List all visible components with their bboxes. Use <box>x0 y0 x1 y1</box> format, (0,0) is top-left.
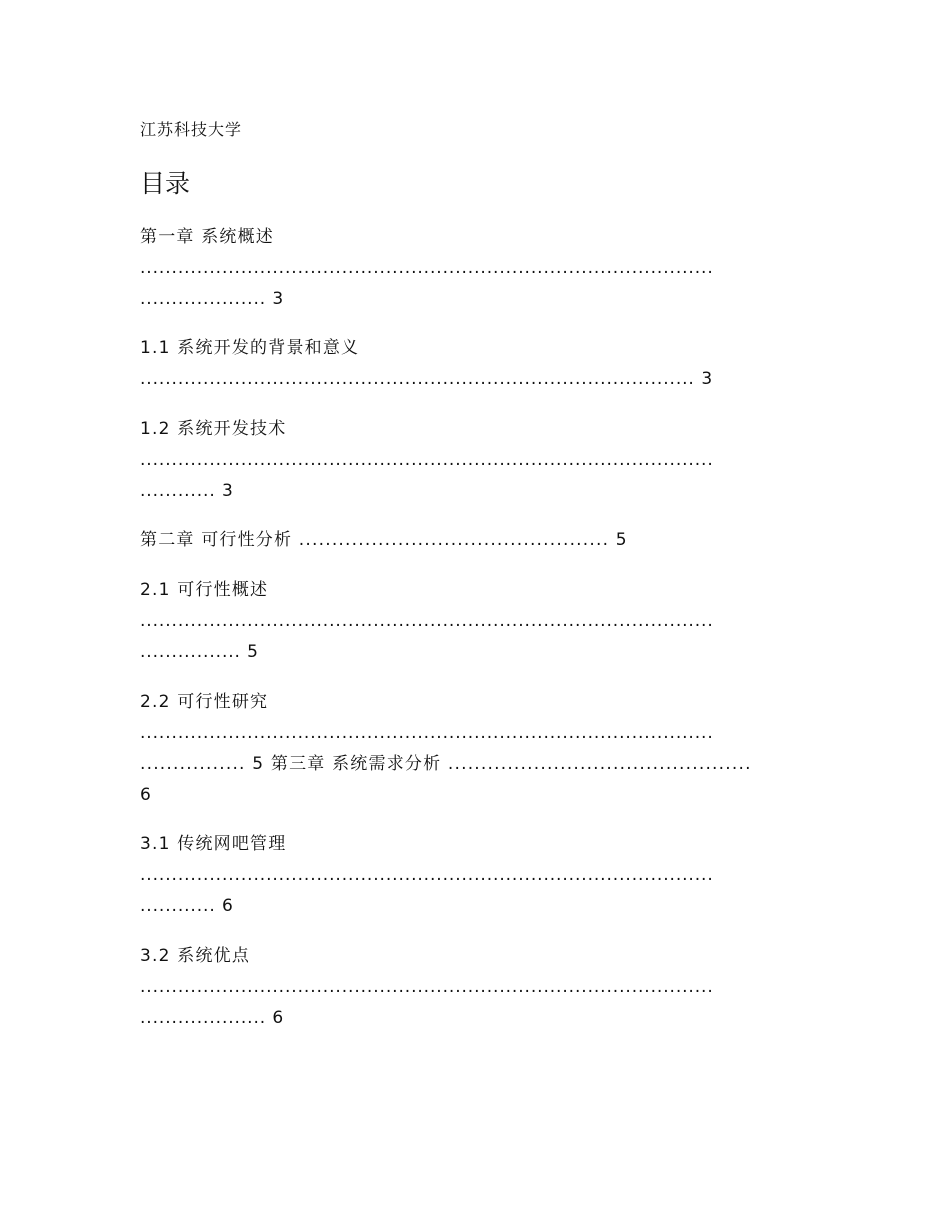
toc-entry-2-2-page-and-chapter-3: ................ 5 第三章 系统需求分析 .............................................. <box>140 754 752 774</box>
toc-entry-1-1-label: 1.1 系统开发的背景和意义 <box>140 338 360 358</box>
toc-entry-1-2-page: ............ 3 <box>140 481 234 501</box>
toc-entry-1-2-label: 1.2 系统开发技术 <box>140 419 287 439</box>
toc-entry-3-2-label: 3.2 系统优点 <box>140 946 251 966</box>
toc-dot-leader: ........................................................................................... <box>140 450 714 470</box>
toc-entry-2-1-label: 2.1 可行性概述 <box>140 580 269 600</box>
toc-entry-3-2-page: .................... 6 <box>140 1008 285 1028</box>
toc-entry-2-2-label: 2.2 可行性研究 <box>140 692 269 712</box>
toc-title: 目录 <box>140 169 191 198</box>
toc-dot-leader: ........................................................................................... <box>140 258 714 278</box>
toc-entry-1-1-leader-row <box>140 367 713 391</box>
toc-dot-leader: ........................................................................................... <box>140 977 714 997</box>
toc-entry-chapter-2: 第二章 可行性分析 ............................................... 5 <box>140 530 628 550</box>
toc-entry-chapter-3-page: 6 <box>140 785 153 805</box>
toc-entry-1-1-page: 3 <box>701 369 714 389</box>
toc-entry-3-1-label: 3.1 传统网吧管理 <box>140 834 287 854</box>
toc-entry-3-1-page: ............ 6 <box>140 896 234 916</box>
toc-entry-2-1-page: ................ 5 <box>140 642 259 662</box>
toc-dot-leader: ........................................................................................ <box>140 369 695 389</box>
school-name: 江苏科技大学 <box>140 120 243 139</box>
toc-dot-leader: ........................................................................................... <box>140 611 714 631</box>
toc-dot-leader: ........................................................................................... <box>140 865 714 885</box>
toc-dot-leader: ........................................................................................... <box>140 723 714 743</box>
toc-entry-chapter-1-label: 第一章 系统概述 <box>140 227 275 247</box>
toc-entry-chapter-1-page: .................... 3 <box>140 289 285 309</box>
